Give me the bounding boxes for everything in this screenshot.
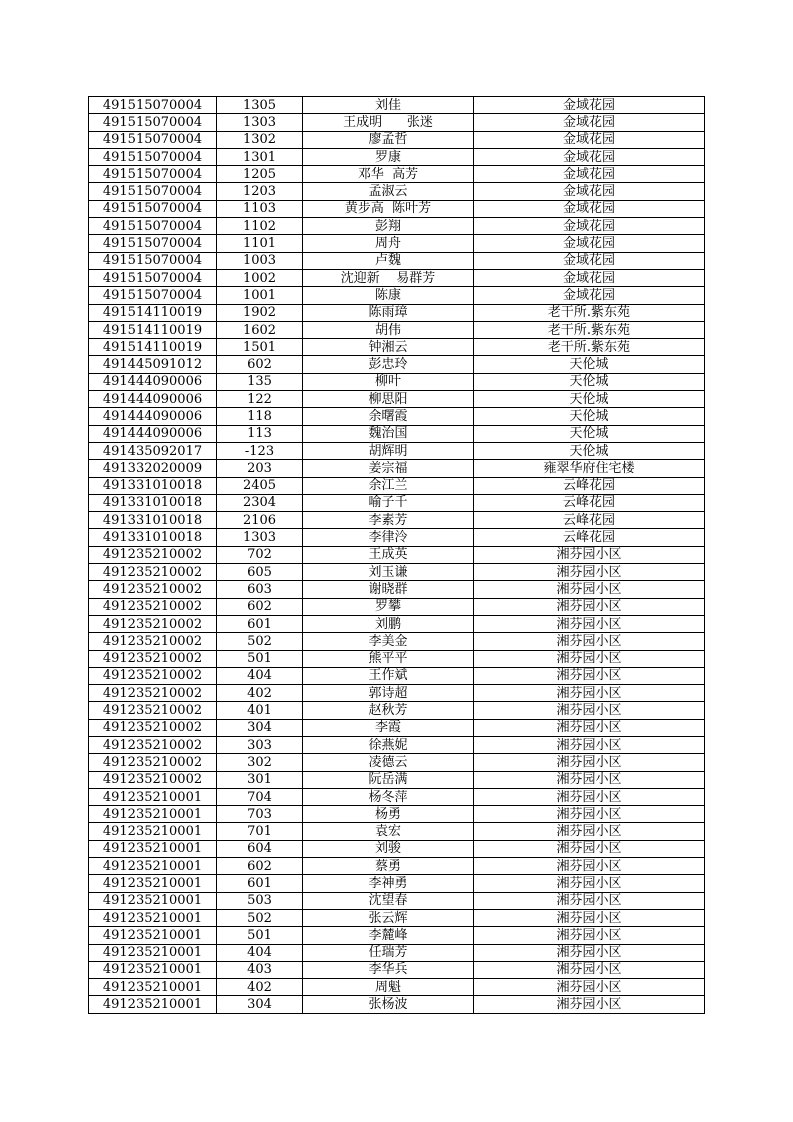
account-id-cell: 491444090006 <box>89 391 217 408</box>
room-number-cell: 304 <box>217 719 303 736</box>
owner-name-cell: 彭翔 <box>303 218 474 235</box>
table-row <box>89 875 705 892</box>
estate-name-cell: 天伦城 <box>474 408 705 425</box>
estate-name-cell: 金域花园 <box>474 131 705 148</box>
estate-name-cell: 云峰花园 <box>474 512 705 529</box>
estate-name-cell: 金域花园 <box>474 183 705 200</box>
account-id-cell: 491235210002 <box>89 771 217 788</box>
account-id-cell: 491235210001 <box>89 858 217 875</box>
estate-name-cell: 老干所.紫东苑 <box>474 321 705 338</box>
owner-name-cell: 钟湘云 <box>303 339 474 356</box>
room-number-cell: 1501 <box>217 339 303 356</box>
estate-name-cell: 湘芬园小区 <box>474 702 705 719</box>
room-number-cell: 404 <box>217 667 303 684</box>
room-number-cell: 701 <box>217 823 303 840</box>
estate-name-cell: 云峰花园 <box>474 494 705 511</box>
room-number-cell: 1003 <box>217 252 303 269</box>
room-number-cell: 1203 <box>217 183 303 200</box>
account-id-cell: 491235210001 <box>89 996 217 1013</box>
account-id-cell: 491515070004 <box>89 287 217 304</box>
room-number-cell: 602 <box>217 356 303 373</box>
owner-name-cell: 凌德云 <box>303 754 474 771</box>
records-table-body <box>89 97 705 1014</box>
room-number-cell: 702 <box>217 546 303 563</box>
estate-name-cell: 湘芬园小区 <box>474 944 705 961</box>
estate-name-cell: 湘芬园小区 <box>474 840 705 857</box>
room-number-cell: 302 <box>217 754 303 771</box>
room-number-cell: 2304 <box>217 494 303 511</box>
account-id-cell: 491235210002 <box>89 685 217 702</box>
account-id-cell: 491514110019 <box>89 321 217 338</box>
room-number-cell: 304 <box>217 996 303 1013</box>
table-row <box>89 460 705 477</box>
owner-name-cell: 李神勇 <box>303 875 474 892</box>
account-id-cell: 491235210001 <box>89 806 217 823</box>
account-id-cell: 491515070004 <box>89 200 217 217</box>
table-row <box>89 529 705 546</box>
owner-name-cell: 李麓峰 <box>303 927 474 944</box>
room-number-cell: 1302 <box>217 131 303 148</box>
account-id-cell: 491444090006 <box>89 408 217 425</box>
table-row <box>89 97 705 114</box>
table-row <box>89 252 705 269</box>
estate-name-cell: 湘芬园小区 <box>474 581 705 598</box>
owner-name-cell: 任瑞芳 <box>303 944 474 961</box>
account-id-cell: 491235210002 <box>89 615 217 632</box>
room-number-cell: 2106 <box>217 512 303 529</box>
estate-name-cell: 湘芬园小区 <box>474 719 705 736</box>
account-id-cell: 491235210002 <box>89 650 217 667</box>
account-id-cell: 491435092017 <box>89 442 217 459</box>
estate-name-cell: 金域花园 <box>474 114 705 131</box>
room-number-cell: 1002 <box>217 269 303 286</box>
table-row <box>89 615 705 632</box>
table-row <box>89 200 705 217</box>
estate-name-cell: 雍翠华府住宅楼 <box>474 460 705 477</box>
account-id-cell: 491235210002 <box>89 546 217 563</box>
room-number-cell: 118 <box>217 408 303 425</box>
account-id-cell: 491235210002 <box>89 754 217 771</box>
owner-name-cell: 熊平平 <box>303 650 474 667</box>
owner-name-cell: 杨冬萍 <box>303 788 474 805</box>
account-id-cell: 491235210001 <box>89 875 217 892</box>
room-number-cell: 1602 <box>217 321 303 338</box>
table-row <box>89 996 705 1013</box>
account-id-cell: 491331010018 <box>89 529 217 546</box>
room-number-cell: 602 <box>217 598 303 615</box>
owner-name-cell: 李霞 <box>303 719 474 736</box>
estate-name-cell: 云峰花园 <box>474 477 705 494</box>
estate-name-cell: 湘芬园小区 <box>474 823 705 840</box>
room-number-cell: 402 <box>217 685 303 702</box>
table-row <box>89 754 705 771</box>
account-id-cell: 491235210002 <box>89 564 217 581</box>
table-row <box>89 287 705 304</box>
room-number-cell: 603 <box>217 581 303 598</box>
estate-name-cell: 湘芬园小区 <box>474 788 705 805</box>
estate-name-cell: 老干所.紫东苑 <box>474 304 705 321</box>
estate-name-cell: 湘芬园小区 <box>474 979 705 996</box>
owner-name-cell: 张云辉 <box>303 909 474 926</box>
room-number-cell: 601 <box>217 875 303 892</box>
estate-name-cell: 湘芬园小区 <box>474 996 705 1013</box>
estate-name-cell: 云峰花园 <box>474 529 705 546</box>
owner-name-cell: 刘骏 <box>303 840 474 857</box>
table-row <box>89 425 705 442</box>
account-id-cell: 491235210001 <box>89 961 217 978</box>
estate-name-cell: 天伦城 <box>474 356 705 373</box>
room-number-cell: -123 <box>217 442 303 459</box>
account-id-cell: 491515070004 <box>89 114 217 131</box>
account-id-cell: 491515070004 <box>89 166 217 183</box>
estate-name-cell: 湘芬园小区 <box>474 598 705 615</box>
table-row <box>89 339 705 356</box>
estate-name-cell: 金域花园 <box>474 287 705 304</box>
account-id-cell: 491235210002 <box>89 633 217 650</box>
estate-name-cell: 金域花园 <box>474 218 705 235</box>
records-table <box>88 96 705 1014</box>
room-number-cell: 301 <box>217 771 303 788</box>
table-row <box>89 633 705 650</box>
room-number-cell: 1303 <box>217 114 303 131</box>
table-row <box>89 961 705 978</box>
table-row <box>89 771 705 788</box>
estate-name-cell: 天伦城 <box>474 391 705 408</box>
estate-name-cell: 湘芬园小区 <box>474 615 705 632</box>
account-id-cell: 491331010018 <box>89 512 217 529</box>
room-number-cell: 1101 <box>217 235 303 252</box>
table-row <box>89 321 705 338</box>
table-row <box>89 166 705 183</box>
estate-name-cell: 金域花园 <box>474 97 705 114</box>
estate-name-cell: 金域花园 <box>474 148 705 165</box>
estate-name-cell: 老干所.紫东苑 <box>474 339 705 356</box>
estate-name-cell: 湘芬园小区 <box>474 667 705 684</box>
estate-name-cell: 金域花园 <box>474 200 705 217</box>
room-number-cell: 605 <box>217 564 303 581</box>
owner-name-cell: 徐燕妮 <box>303 736 474 753</box>
table-row <box>89 719 705 736</box>
owner-name-cell: 李律泠 <box>303 529 474 546</box>
table-row <box>89 304 705 321</box>
table-row <box>89 442 705 459</box>
owner-name-cell: 陈康 <box>303 287 474 304</box>
table-row <box>89 131 705 148</box>
table-row <box>89 650 705 667</box>
table-row <box>89 477 705 494</box>
owner-name-cell: 郭诗超 <box>303 685 474 702</box>
owner-name-cell: 余江兰 <box>303 477 474 494</box>
owner-name-cell: 谢晓群 <box>303 581 474 598</box>
table-row <box>89 269 705 286</box>
table-row <box>89 512 705 529</box>
document-page <box>88 96 704 1014</box>
room-number-cell: 403 <box>217 961 303 978</box>
owner-name-cell: 沈望春 <box>303 892 474 909</box>
room-number-cell: 1902 <box>217 304 303 321</box>
account-id-cell: 491514110019 <box>89 304 217 321</box>
table-row <box>89 736 705 753</box>
room-number-cell: 604 <box>217 840 303 857</box>
table-row <box>89 581 705 598</box>
account-id-cell: 491514110019 <box>89 339 217 356</box>
room-number-cell: 503 <box>217 892 303 909</box>
owner-name-cell: 廖孟哲 <box>303 131 474 148</box>
table-row <box>89 944 705 961</box>
estate-name-cell: 湘芬园小区 <box>474 806 705 823</box>
account-id-cell: 491515070004 <box>89 218 217 235</box>
room-number-cell: 113 <box>217 425 303 442</box>
table-row <box>89 546 705 563</box>
estate-name-cell: 金域花园 <box>474 269 705 286</box>
account-id-cell: 491515070004 <box>89 148 217 165</box>
account-id-cell: 491331010018 <box>89 494 217 511</box>
room-number-cell: 1102 <box>217 218 303 235</box>
owner-name-cell: 李华兵 <box>303 961 474 978</box>
owner-name-cell: 孟淑云 <box>303 183 474 200</box>
estate-name-cell: 湘芬园小区 <box>474 771 705 788</box>
owner-name-cell: 袁宏 <box>303 823 474 840</box>
room-number-cell: 1301 <box>217 148 303 165</box>
owner-name-cell: 王作斌 <box>303 667 474 684</box>
owner-name-cell: 杨勇 <box>303 806 474 823</box>
room-number-cell: 601 <box>217 615 303 632</box>
room-number-cell: 703 <box>217 806 303 823</box>
estate-name-cell: 湘芬园小区 <box>474 633 705 650</box>
owner-name-cell: 张杨波 <box>303 996 474 1013</box>
owner-name-cell: 罗康 <box>303 148 474 165</box>
account-id-cell: 491235210002 <box>89 702 217 719</box>
room-number-cell: 1103 <box>217 200 303 217</box>
room-number-cell: 404 <box>217 944 303 961</box>
table-row <box>89 788 705 805</box>
estate-name-cell: 湘芬园小区 <box>474 650 705 667</box>
owner-name-cell: 蔡勇 <box>303 858 474 875</box>
room-number-cell: 401 <box>217 702 303 719</box>
estate-name-cell: 湘芬园小区 <box>474 754 705 771</box>
account-id-cell: 491515070004 <box>89 235 217 252</box>
table-row <box>89 564 705 581</box>
account-id-cell: 491444090006 <box>89 425 217 442</box>
account-id-cell: 491515070004 <box>89 131 217 148</box>
room-number-cell: 303 <box>217 736 303 753</box>
owner-name-cell: 喻子千 <box>303 494 474 511</box>
owner-name-cell: 柳叶 <box>303 373 474 390</box>
estate-name-cell: 湘芬园小区 <box>474 858 705 875</box>
table-row <box>89 114 705 131</box>
estate-name-cell: 湘芬园小区 <box>474 961 705 978</box>
estate-name-cell: 湘芬园小区 <box>474 892 705 909</box>
room-number-cell: 402 <box>217 979 303 996</box>
table-row <box>89 840 705 857</box>
estate-name-cell: 天伦城 <box>474 425 705 442</box>
room-number-cell: 1205 <box>217 166 303 183</box>
table-row <box>89 927 705 944</box>
table-row <box>89 823 705 840</box>
owner-name-cell: 卢魏 <box>303 252 474 269</box>
estate-name-cell: 湘芬园小区 <box>474 736 705 753</box>
room-number-cell: 135 <box>217 373 303 390</box>
room-number-cell: 502 <box>217 909 303 926</box>
account-id-cell: 491445091012 <box>89 356 217 373</box>
owner-name-cell: 周舟 <box>303 235 474 252</box>
owner-name-cell: 王成英 <box>303 546 474 563</box>
table-row <box>89 494 705 511</box>
table-row <box>89 979 705 996</box>
account-id-cell: 491515070004 <box>89 97 217 114</box>
owner-name-cell: 柳思阳 <box>303 391 474 408</box>
account-id-cell: 491235210001 <box>89 944 217 961</box>
owner-name-cell: 刘鹏 <box>303 615 474 632</box>
owner-name-cell: 罗攀 <box>303 598 474 615</box>
owner-name-cell: 魏治国 <box>303 425 474 442</box>
account-id-cell: 491235210001 <box>89 840 217 857</box>
owner-name-cell: 阮岳满 <box>303 771 474 788</box>
table-row <box>89 909 705 926</box>
account-id-cell: 491515070004 <box>89 183 217 200</box>
table-row <box>89 356 705 373</box>
estate-name-cell: 湘芬园小区 <box>474 927 705 944</box>
owner-name-cell: 沈迎新 易群芳 <box>303 269 474 286</box>
table-row <box>89 892 705 909</box>
estate-name-cell: 金域花园 <box>474 235 705 252</box>
table-row <box>89 858 705 875</box>
account-id-cell: 491235210001 <box>89 892 217 909</box>
room-number-cell: 1001 <box>217 287 303 304</box>
account-id-cell: 491331010018 <box>89 477 217 494</box>
table-row <box>89 391 705 408</box>
owner-name-cell: 李美金 <box>303 633 474 650</box>
account-id-cell: 491332020009 <box>89 460 217 477</box>
table-row <box>89 408 705 425</box>
account-id-cell: 491235210001 <box>89 909 217 926</box>
account-id-cell: 491515070004 <box>89 252 217 269</box>
account-id-cell: 491235210002 <box>89 581 217 598</box>
table-row <box>89 183 705 200</box>
account-id-cell: 491515070004 <box>89 269 217 286</box>
owner-name-cell: 陈雨璋 <box>303 304 474 321</box>
account-id-cell: 491235210002 <box>89 598 217 615</box>
table-row <box>89 667 705 684</box>
owner-name-cell: 彭忠玲 <box>303 356 474 373</box>
account-id-cell: 491235210002 <box>89 736 217 753</box>
owner-name-cell: 胡辉明 <box>303 442 474 459</box>
owner-name-cell: 姜宗福 <box>303 460 474 477</box>
account-id-cell: 491235210001 <box>89 823 217 840</box>
owner-name-cell: 邓华 高芳 <box>303 166 474 183</box>
account-id-cell: 491235210002 <box>89 719 217 736</box>
owner-name-cell: 王成明 张迷 <box>303 114 474 131</box>
owner-name-cell: 余曙霞 <box>303 408 474 425</box>
owner-name-cell: 黄步高 陈叶芳 <box>303 200 474 217</box>
table-row <box>89 148 705 165</box>
table-row <box>89 806 705 823</box>
table-row <box>89 685 705 702</box>
room-number-cell: 1303 <box>217 529 303 546</box>
owner-name-cell: 刘玉谦 <box>303 564 474 581</box>
account-id-cell: 491235210001 <box>89 979 217 996</box>
owner-name-cell: 刘佳 <box>303 97 474 114</box>
room-number-cell: 501 <box>217 650 303 667</box>
room-number-cell: 704 <box>217 788 303 805</box>
account-id-cell: 491235210002 <box>89 667 217 684</box>
table-row <box>89 218 705 235</box>
estate-name-cell: 湘芬园小区 <box>474 875 705 892</box>
room-number-cell: 203 <box>217 460 303 477</box>
estate-name-cell: 天伦城 <box>474 373 705 390</box>
estate-name-cell: 湘芬园小区 <box>474 909 705 926</box>
account-id-cell: 491235210001 <box>89 927 217 944</box>
account-id-cell: 491444090006 <box>89 373 217 390</box>
owner-name-cell: 李素芳 <box>303 512 474 529</box>
owner-name-cell: 赵秋芳 <box>303 702 474 719</box>
owner-name-cell: 胡伟 <box>303 321 474 338</box>
estate-name-cell: 金域花园 <box>474 166 705 183</box>
room-number-cell: 1305 <box>217 97 303 114</box>
room-number-cell: 2405 <box>217 477 303 494</box>
owner-name-cell: 周魁 <box>303 979 474 996</box>
room-number-cell: 502 <box>217 633 303 650</box>
estate-name-cell: 湘芬园小区 <box>474 564 705 581</box>
estate-name-cell: 湘芬园小区 <box>474 685 705 702</box>
estate-name-cell: 天伦城 <box>474 442 705 459</box>
account-id-cell: 491235210001 <box>89 788 217 805</box>
table-row <box>89 373 705 390</box>
estate-name-cell: 湘芬园小区 <box>474 546 705 563</box>
estate-name-cell: 金域花园 <box>474 252 705 269</box>
room-number-cell: 122 <box>217 391 303 408</box>
room-number-cell: 501 <box>217 927 303 944</box>
table-row <box>89 702 705 719</box>
room-number-cell: 602 <box>217 858 303 875</box>
table-row <box>89 598 705 615</box>
table-row <box>89 235 705 252</box>
